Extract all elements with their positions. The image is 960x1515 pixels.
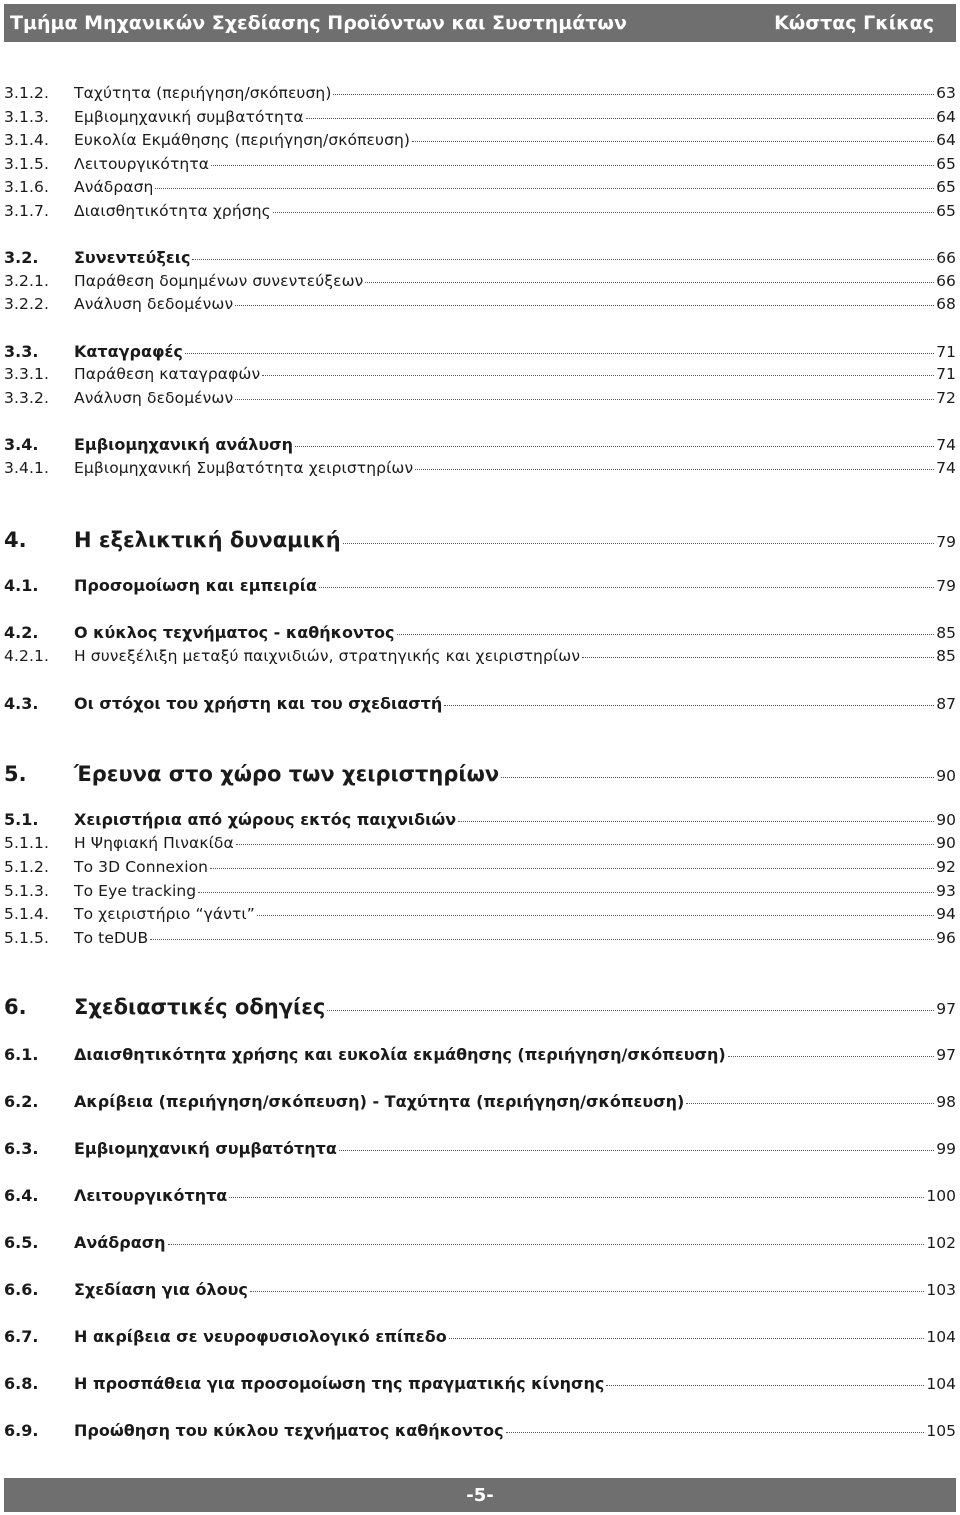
toc-entry-page: 64 <box>936 108 956 126</box>
toc-dot-leader <box>506 1432 925 1433</box>
toc-entry-page: 90 <box>936 834 956 852</box>
toc-dot-leader <box>339 1150 934 1151</box>
toc-dot-leader <box>192 259 934 260</box>
toc-entry-number: 6.7. <box>4 1327 39 1346</box>
header-department: Τμήμα Μηχανικών Σχεδίασης Προϊόντων και Συστημάτων <box>10 12 627 34</box>
toc-entry-title: Το χειριστήριο “γάντι” <box>74 905 255 923</box>
toc-entry[interactable] <box>4 995 956 1019</box>
toc-dot-leader <box>235 305 934 306</box>
toc-entry-title: Διαισθητικότητα χρήσης <box>74 202 271 220</box>
toc-entry[interactable] <box>4 435 956 454</box>
toc-entry[interactable] <box>4 1280 956 1299</box>
toc-entry-number: 6.3. <box>4 1139 39 1158</box>
toc-dot-leader <box>449 1338 925 1339</box>
toc-entry[interactable] <box>4 882 956 900</box>
toc-dot-leader <box>229 1197 924 1198</box>
toc-entry-page: 97 <box>936 1046 956 1064</box>
toc-entry-page: 97 <box>936 1000 956 1018</box>
toc-entry-title: Ακρίβεια (περιήγηση/σκόπευση) - Ταχύτητα (περιήγηση/σκόπευση) <box>74 1092 685 1111</box>
toc-entry-page: 94 <box>936 905 956 923</box>
toc-entry-number: 3.1.6. <box>4 178 49 196</box>
toc-entry-number: 3.1.7. <box>4 202 49 220</box>
toc-entry[interactable] <box>4 810 956 829</box>
toc-dot-leader <box>273 212 934 213</box>
toc-entry[interactable] <box>4 1327 956 1346</box>
toc-entry-number: 4.1. <box>4 576 39 595</box>
toc-entry[interactable] <box>4 248 956 267</box>
toc-dot-leader <box>211 165 934 166</box>
toc-entry-title: Έρευνα στο χώρο των χειριστηρίων <box>74 762 500 786</box>
toc-entry-page: 102 <box>926 1234 956 1252</box>
toc-entry-page: 65 <box>936 202 956 220</box>
toc-entry-number: 3.1.3. <box>4 108 49 126</box>
toc-entry-title: Ανάλυση δεδομένων <box>74 389 234 407</box>
toc-dot-leader <box>235 399 934 400</box>
toc-entry-title: Η Ψηφιακή Πινακίδα <box>74 834 234 852</box>
toc-dot-leader <box>397 634 935 635</box>
toc-entry-title: Το 3D Connexion <box>74 858 209 876</box>
toc-entry-page: 93 <box>936 882 956 900</box>
toc-entry-page: 64 <box>936 131 956 149</box>
toc-entry-page: 65 <box>936 155 956 173</box>
toc-entry-page: 90 <box>936 767 956 785</box>
toc-entry-number: 6.5. <box>4 1233 39 1252</box>
toc-entry-title: Ο κύκλος τεχνήματος - καθήκοντος <box>74 623 395 642</box>
toc-entry-number: 6.9. <box>4 1421 39 1440</box>
toc-entry-title: Παράθεση καταγραφών <box>74 365 261 383</box>
toc-entry-page: 99 <box>936 1140 956 1158</box>
toc-entry-number: 4.2. <box>4 623 39 642</box>
page-footer <box>4 1478 956 1512</box>
toc-entry-page: 74 <box>936 459 956 477</box>
toc-dot-leader <box>728 1056 935 1057</box>
toc-entry-page: 104 <box>926 1375 956 1393</box>
toc-dot-leader <box>365 282 934 283</box>
toc-entry-number: 3.1.5. <box>4 155 49 173</box>
toc-entry-number: 6.2. <box>4 1092 39 1111</box>
toc-entry-page: 71 <box>936 365 956 383</box>
toc-entry-title: Το Eye tracking <box>74 882 197 900</box>
toc-entry-number: 3.4.1. <box>4 459 49 477</box>
toc-entry-page: 104 <box>926 1328 956 1346</box>
toc-entry-page: 85 <box>936 624 956 642</box>
toc-entry[interactable] <box>4 528 956 552</box>
toc-dot-leader <box>236 844 934 845</box>
toc-entry[interactable] <box>4 365 956 383</box>
toc-entry-page: 71 <box>936 343 956 361</box>
toc-entry[interactable] <box>4 762 956 786</box>
toc-entry-number: 3.3.1. <box>4 365 49 383</box>
toc-entry-number: 5. <box>4 762 27 786</box>
toc-dot-leader <box>444 705 934 706</box>
toc-entry[interactable] <box>4 929 956 947</box>
toc-entry-number: 6.6. <box>4 1280 39 1299</box>
toc-entry-page: 92 <box>936 858 956 876</box>
toc-dot-leader <box>262 375 934 376</box>
toc-entry-number: 5.1.1. <box>4 834 49 852</box>
toc-entry-number: 5.1. <box>4 810 39 829</box>
toc-entry-title: Το teDUB <box>74 929 149 947</box>
toc-entry-page: 100 <box>926 1187 956 1205</box>
toc-entry-title: Ταχύτητα (περιήγηση/σκόπευση) <box>74 84 332 102</box>
toc-entry[interactable] <box>4 576 956 595</box>
toc-entry[interactable] <box>4 202 956 220</box>
toc-entry-number: 3.3.2. <box>4 389 49 407</box>
toc-entry-number: 5.1.2. <box>4 858 49 876</box>
toc-dot-leader <box>185 353 934 354</box>
toc-entry-title: Σχεδιαστικές οδηγίες <box>74 995 326 1019</box>
toc-dot-leader <box>327 1010 934 1011</box>
toc-entry-title: Εμβιομηχανική συμβατότητα <box>74 1139 337 1158</box>
toc-entry-number: 3.1.2. <box>4 84 49 102</box>
toc-entry[interactable] <box>4 155 956 173</box>
toc-entry-title: Σχεδίαση για όλους <box>74 1280 248 1299</box>
toc-entry-page: 79 <box>936 533 956 551</box>
toc-entry-number: 4. <box>4 528 27 552</box>
toc-entry[interactable] <box>4 84 956 102</box>
toc-dot-leader <box>150 939 934 940</box>
toc-entry-title: Ανάδραση <box>74 1233 166 1252</box>
toc-entry-number: 6.1. <box>4 1045 39 1064</box>
toc-dot-leader <box>582 657 934 658</box>
toc-entry[interactable] <box>4 1233 956 1252</box>
toc-dot-leader <box>250 1291 925 1292</box>
toc-dot-leader <box>257 915 934 916</box>
toc-entry-title: Διαισθητικότητα χρήσης και ευκολία εκμάθησης (περιήγηση/σκόπευση) <box>74 1045 726 1064</box>
toc-entry[interactable] <box>4 1374 956 1393</box>
toc-dot-leader <box>415 469 934 470</box>
page-header <box>4 4 956 42</box>
toc-entry[interactable] <box>4 389 956 407</box>
toc-dot-leader <box>306 118 934 119</box>
toc-entry-number: 5.1.3. <box>4 882 49 900</box>
toc-entry-title: Η προσπάθεια για προσομοίωση της πραγματικής κίνησης <box>74 1374 605 1393</box>
toc-dot-leader <box>319 587 934 588</box>
toc-entry-page: 85 <box>936 647 956 665</box>
toc-entry-number: 3.2.1. <box>4 272 49 290</box>
toc-entry-number: 3.2. <box>4 248 39 267</box>
toc-entry-title: Εμβιομηχανική συμβατότητα <box>74 108 304 126</box>
toc-entry-number: 3.2.2. <box>4 295 49 313</box>
toc-entry-page: 66 <box>936 272 956 290</box>
toc-entry-page: 105 <box>926 1422 956 1440</box>
toc-entry[interactable] <box>4 272 956 290</box>
toc-entry-title: Προσομοίωση και εμπειρία <box>74 576 317 595</box>
toc-entry[interactable] <box>4 647 956 665</box>
toc-entry[interactable] <box>4 905 956 923</box>
toc-entry-title: Χειριστήρια από χώρους εκτός παιχνιδιών <box>74 810 457 829</box>
toc-entry[interactable] <box>4 295 956 313</box>
toc-entry-number: 3.3. <box>4 342 39 361</box>
toc-entry-page: 72 <box>936 389 956 407</box>
toc-entry-number: 6. <box>4 995 27 1019</box>
toc-entry-page: 98 <box>936 1093 956 1111</box>
toc-entry-page: 65 <box>936 178 956 196</box>
toc-entry[interactable] <box>4 459 956 477</box>
toc-entry-title: Η ακρίβεια σε νευροφυσιολογικό επίπεδο <box>74 1327 447 1346</box>
toc-entry[interactable] <box>4 1421 956 1440</box>
toc-entry[interactable] <box>4 342 956 361</box>
toc-entry-title: Προώθηση του κύκλου τεχνήματος καθήκοντος <box>74 1421 504 1440</box>
header-author: Κώστας Γκίκας <box>774 12 934 34</box>
toc-entry-number: 3.4. <box>4 435 39 454</box>
toc-entry-title: Ανάδραση <box>74 178 154 196</box>
toc-dot-leader <box>458 821 934 822</box>
toc-entry-page: 90 <box>936 811 956 829</box>
toc-entry-page: 103 <box>926 1281 956 1299</box>
toc-entry-title: Συνεντεύξεις <box>74 248 191 267</box>
toc-entry[interactable] <box>4 108 956 126</box>
toc-entry[interactable] <box>4 694 956 713</box>
toc-entry-page: 96 <box>936 929 956 947</box>
toc-entry-number: 4.3. <box>4 694 39 713</box>
toc-entry-title: Καταγραφές <box>74 342 183 361</box>
toc-entry[interactable] <box>4 178 956 196</box>
toc-entry[interactable] <box>4 834 956 852</box>
toc-entry-title: Ευκολία Εκμάθησης (περιήγηση/σκόπευση) <box>74 131 411 149</box>
toc-entry[interactable] <box>4 1045 956 1064</box>
toc-entry-page: 79 <box>936 577 956 595</box>
toc-dot-leader <box>168 1244 925 1245</box>
toc-entry-number: 4.2.1. <box>4 647 49 665</box>
toc-entry-title: Λειτουργικότητα <box>74 155 210 173</box>
toc-dot-leader <box>501 777 934 778</box>
toc-dot-leader <box>295 446 934 447</box>
toc-entry-title: Η συνεξέλιξη μεταξύ παιχνιδιών, στρατηγικής και χειριστηρίων <box>74 647 581 665</box>
toc-entry[interactable] <box>4 131 956 149</box>
toc-entry-title: Εμβιομηχανική Συμβατότητα χειριστηρίων <box>74 459 414 477</box>
toc-entry-title: Εμβιομηχανική ανάλυση <box>74 435 293 454</box>
toc-dot-leader <box>343 543 935 544</box>
toc-entry-number: 6.4. <box>4 1186 39 1205</box>
toc-entry-title: Οι στόχοι του χρήστη και του σχεδιαστή <box>74 694 443 713</box>
toc-entry-title: Ανάλυση δεδομένων <box>74 295 234 313</box>
toc-entry-title: Λειτουργικότητα <box>74 1186 228 1205</box>
toc-entry[interactable] <box>4 1092 956 1111</box>
toc-entry[interactable] <box>4 858 956 876</box>
toc-entry-number: 5.1.5. <box>4 929 49 947</box>
toc-dot-leader <box>686 1103 934 1104</box>
toc-entry-number: 3.1.4. <box>4 131 49 149</box>
toc-dot-leader <box>606 1385 924 1386</box>
toc-entry[interactable] <box>4 1139 956 1158</box>
toc-dot-leader <box>333 94 934 95</box>
toc-entry-page: 87 <box>936 695 956 713</box>
page-number: -5- <box>466 1485 494 1506</box>
toc-dot-leader <box>155 188 934 189</box>
toc-entry-page: 68 <box>936 295 956 313</box>
toc-dot-leader <box>412 141 934 142</box>
toc-dot-leader <box>198 892 934 893</box>
toc-entry-page: 66 <box>936 249 956 267</box>
toc-dot-leader <box>210 868 934 869</box>
toc-entry-number: 6.8. <box>4 1374 39 1393</box>
toc-entry-page: 63 <box>936 84 956 102</box>
toc-entry-title: Η εξελικτική δυναμική <box>74 528 341 552</box>
toc-entry-title: Παράθεση δομημένων συνεντεύξεων <box>74 272 364 290</box>
toc-entry[interactable] <box>4 1186 956 1205</box>
toc-entry[interactable] <box>4 623 956 642</box>
toc-entry-page: 74 <box>936 436 956 454</box>
toc-entry-number: 5.1.4. <box>4 905 49 923</box>
